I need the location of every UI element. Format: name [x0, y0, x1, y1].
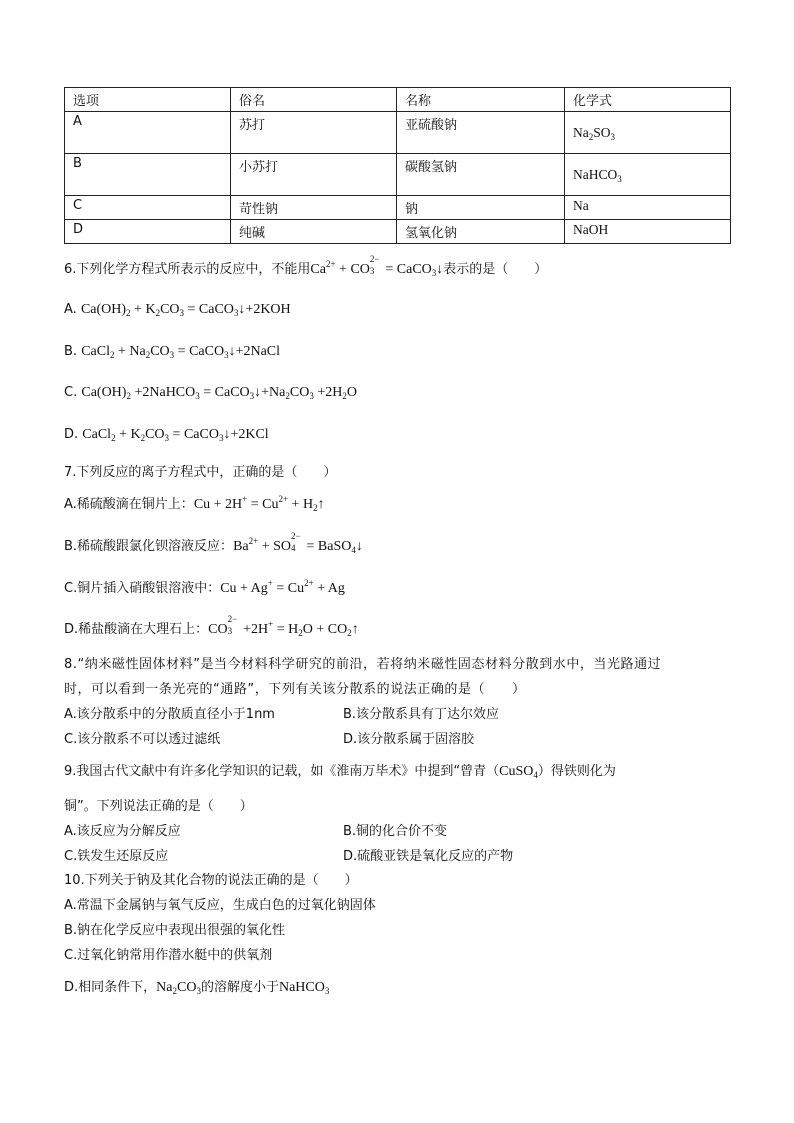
q8-option-a: A.该分散系中的分散质直径小于1nm	[64, 707, 275, 722]
header-name: 名称	[397, 88, 565, 112]
header-formula: 化学式	[565, 88, 731, 112]
header-common-name: 俗名	[231, 88, 397, 112]
table-row	[65, 112, 731, 154]
row-common-name: 苛性钠	[231, 196, 397, 220]
q7-option-b: B.稀硫酸跟氯化钡溶液反应：$Ba^{2+}$ + SO 2− 4 = BaSO$_4$↓	[64, 531, 363, 555]
table-row	[65, 220, 731, 244]
q8-stem-line2: 时，可以看到一条光亮的“通路”，下列有关该分散系的说法正确的是（ ）	[64, 682, 526, 697]
q7-stem: 7.下列反应的离子方程式中，正确的是（ ）	[64, 465, 337, 480]
q9-option-c: C.铁发生还原反应	[64, 849, 169, 864]
q6-stem: 6.下列化学方程式所表示的反应中，不能用$Ca^{2+}$ + CO 2− 3 = CaCO$_3$↓表示的是（ ）	[64, 254, 548, 278]
options-table	[64, 87, 731, 244]
q10-option-b: B.钠在化学反应中表现出很强的氧化性	[64, 923, 286, 938]
header-option: 选项	[65, 88, 231, 112]
row-name: 氢氧化钠	[397, 220, 565, 244]
q6-option-c: C. $Ca(OH)_2$ +2NaHCO$_3$ = $CaCO_3↓+Na_2CO_3 +2H_2O$	[64, 385, 357, 401]
row-option: C	[65, 196, 231, 220]
row-common-name: 小苏打	[231, 154, 397, 196]
q9-stem-line1: 9.我国古代文献中有许多化学知识的记载，如《淮南万毕术》中提到“曾青（CuSO$_4$）得铁则化为	[64, 764, 616, 780]
row-name: 碳酸氢钠	[397, 154, 565, 196]
q10-stem: 10.下列关于钠及其化合物的说法正确的是（ ）	[64, 873, 358, 888]
row-option: B	[65, 154, 231, 196]
q7-option-c: C.铜片插入硝酸银溶液中：$Cu + Ag^+ = Cu^{2+} + Ag$	[64, 578, 345, 596]
table-header-row	[65, 88, 731, 112]
row-formula: NaOH	[565, 220, 731, 244]
q8-option-c: C.该分散系不可以透过滤纸	[64, 732, 221, 747]
q8-option-b: B.该分散系具有丁达尔效应	[343, 707, 500, 722]
q9-option-d: D.硫酸亚铁是氧化反应的产物	[343, 849, 514, 864]
row-name: 钠	[397, 196, 565, 220]
row-formula: NaHCO$_3$	[565, 154, 731, 196]
row-option: D	[65, 220, 231, 244]
q10-option-d: D.相同条件下，$Na_2CO_3$的溶解度小于NaHCO$_3$	[64, 980, 330, 996]
row-formula: $Na_2SO_3$	[565, 112, 731, 154]
q8-stem-line1: 8.“纳米磁性固体材料”是当今材料科学研究的前沿，若将纳米磁性固态材料分散到水中，当光路通过	[64, 657, 662, 672]
table-row	[65, 196, 731, 220]
q6-option-b: B. CaCl$_2$ + $Na_2CO_3$ = CaCO$_3$↓+2NaCl	[64, 344, 281, 360]
q9-option-b: B.铜的化合价不变	[343, 824, 448, 839]
q6-option-a: A. $Ca(OH)_2 + K_2CO_3$ = CaCO$_3$↓+2KOH	[64, 302, 291, 318]
q10-option-a: A.常温下金属钠与氧气反应，生成白色的过氧化钠固体	[64, 898, 376, 913]
q9-formula: CuSO$_4$	[499, 764, 538, 780]
q8-option-d: D.该分散系属于固溶胶	[343, 732, 475, 747]
table-row	[65, 154, 731, 196]
q9-option-a: A.该反应为分解反应	[64, 824, 181, 839]
q9-stem-line2: 铜”。下列说法正确的是（ ）	[64, 799, 253, 814]
q6-ionic-equation: $Ca^{2+}$ + CO 2− 3 = CaCO$_3$↓	[310, 254, 444, 278]
q10-option-c: C.过氧化钠常用作潜水艇中的供氧剂	[64, 948, 273, 963]
q7-option-d: D.稀盐酸滴在大理石上：CO 2− 3 $+2H^+ = H_2O$ + $CO_2↑$	[64, 614, 359, 638]
q7-option-a: A.稀硫酸滴在铜片上：$Cu + 2H^+ = Cu^{2+}$ + $H_2↑$	[64, 494, 325, 513]
row-common-name: 纯碱	[231, 220, 397, 244]
row-formula: Na	[565, 196, 731, 220]
q6-option-d: D. CaCl$_2$ + $K_2CO_3$ = CaCO$_3$↓+2KCl	[64, 427, 269, 443]
row-name: 亚硫酸钠	[397, 112, 565, 154]
row-common-name: 苏打	[231, 112, 397, 154]
row-option: A	[65, 112, 231, 154]
